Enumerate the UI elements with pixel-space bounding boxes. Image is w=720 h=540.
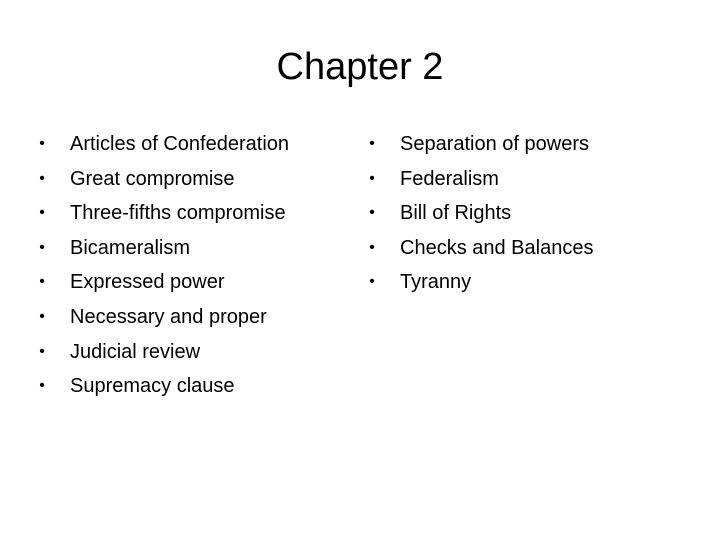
list-item-text: Checks and Balances bbox=[400, 236, 594, 259]
list-item-text: Bicameralism bbox=[70, 236, 191, 259]
list-item-text: Tyranny bbox=[400, 271, 472, 294]
bullet-icon: • bbox=[39, 204, 45, 222]
list-item bbox=[366, 162, 686, 197]
list-item bbox=[36, 369, 356, 404]
bullet-icon: • bbox=[369, 135, 375, 152]
list-item bbox=[36, 265, 356, 300]
bullet-icon: • bbox=[369, 169, 375, 187]
list-item-text: Three-fifths compromise bbox=[70, 202, 286, 225]
list-item bbox=[366, 231, 686, 266]
list-item-text: Federalism bbox=[400, 167, 499, 190]
bullet-icon: • bbox=[39, 169, 45, 187]
list-item-text: Necessary and proper bbox=[70, 305, 267, 328]
list-item-text: Great compromise bbox=[70, 167, 235, 190]
bullet-icon: • bbox=[39, 342, 45, 360]
list-item bbox=[36, 162, 356, 197]
list-item-text: Supremacy clause bbox=[70, 375, 235, 398]
list-item bbox=[366, 127, 686, 162]
list-item-text: Judicial review bbox=[70, 340, 201, 363]
slide-title: Chapter 2 bbox=[276, 46, 444, 88]
list-item-text: Separation of powers bbox=[400, 133, 590, 155]
list-item bbox=[366, 265, 686, 300]
list-item bbox=[36, 335, 356, 370]
list-item bbox=[36, 300, 356, 335]
list-item-text: Expressed power bbox=[70, 271, 225, 294]
list-item bbox=[36, 231, 356, 266]
list-item bbox=[36, 127, 356, 162]
bullet-icon: • bbox=[39, 135, 45, 152]
list-item-text: Bill of Rights bbox=[400, 202, 512, 225]
bullet-icon: • bbox=[369, 238, 375, 256]
left-bullet-list bbox=[36, 127, 356, 404]
bullet-icon: • bbox=[39, 273, 45, 291]
list-item-text: Articles of Confederation bbox=[70, 133, 290, 155]
list-item bbox=[36, 196, 356, 231]
bullet-icon: • bbox=[369, 273, 375, 291]
bullet-icon: • bbox=[39, 307, 45, 325]
bullet-icon: • bbox=[39, 238, 45, 256]
bullet-icon: • bbox=[369, 204, 375, 222]
right-bullet-list bbox=[366, 127, 686, 300]
bullet-icon: • bbox=[39, 377, 45, 395]
list-item bbox=[366, 196, 686, 231]
